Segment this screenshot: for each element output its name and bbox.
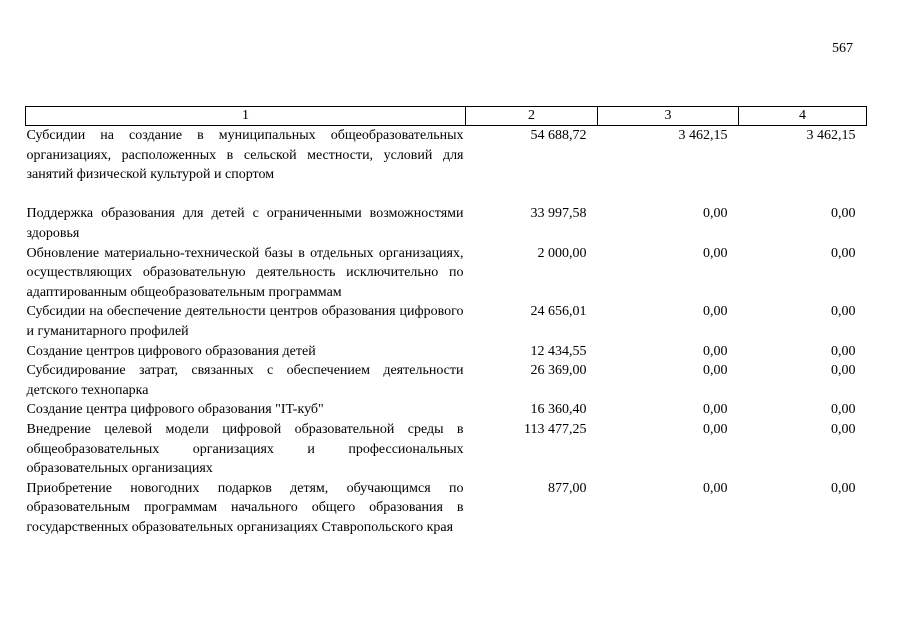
row-value-col4: 3 462,15 [806, 128, 856, 143]
row-value-col2: 2 000,00 [537, 245, 587, 261]
row-value-col2: 12 434,55 [530, 343, 587, 359]
row-name: Поддержка образования для детей с ограниченными возможностями здоровья [26, 206, 464, 241]
table-row [26, 479, 867, 538]
budget-table-container [25, 106, 866, 537]
row-value-col4: 0,00 [831, 343, 856, 359]
row-value-col2: 33 997,58 [530, 206, 587, 222]
row-name: Внедрение целевой модели цифровой образовательной среды в общеобразовательных организациях и профессиональных образовательных организациях [26, 421, 464, 477]
row-name: Субсидирование затрат, связанных с обеспечением деятельности детского технопарка [26, 363, 464, 398]
row-value-col4: 0,00 [831, 245, 856, 261]
row-value-col3: 3 462,15 [678, 128, 728, 143]
row-name: Субсидии на обеспечение деятельности центров образования цифрового и гуманитарного профилей [26, 304, 464, 339]
row-value-col2: 877,00 [548, 480, 587, 496]
column-header-2: 2 [466, 107, 598, 126]
row-value-col3: 0,00 [703, 421, 728, 437]
column-header-3: 3 [598, 107, 739, 126]
row-value-col3: 0,00 [703, 304, 728, 320]
row-value-col2: 24 656,01 [530, 304, 587, 320]
table-row [26, 204, 867, 243]
page-number: 567 [832, 41, 853, 56]
row-value-col4: 0,00 [831, 402, 856, 418]
row-value-col3: 0,00 [703, 480, 728, 496]
row-value-col3: 0,00 [703, 343, 728, 359]
row-value-col4: 0,00 [831, 421, 856, 437]
table-row [26, 126, 867, 205]
row-value-col4: 0,00 [831, 363, 856, 379]
table-header-row [26, 107, 867, 126]
row-value-col2: 26 369,00 [530, 363, 587, 379]
row-name: Обновление материально-технической базы в отдельных организациях, осуществляющих образовательную деятельность исключительно по адаптированным общеобразовательным программам [26, 245, 464, 300]
row-value-col2: 54 688,72 [530, 128, 587, 143]
column-header-1: 1 [26, 107, 466, 126]
row-value-col3: 0,00 [703, 206, 728, 222]
row-value-col2: 113 477,25 [524, 421, 587, 437]
row-value-col3: 0,00 [703, 245, 728, 261]
row-value-col4: 0,00 [831, 480, 856, 496]
row-value-col2: 16 360,40 [530, 402, 587, 418]
column-header-4: 4 [739, 107, 867, 126]
row-value-col3: 0,00 [703, 363, 728, 379]
table-row [26, 420, 867, 479]
row-name: Субсидии на создание в муниципальных общеобразовательных организациях, расположенных в сельской местности, условий для занятий физической культурой и спортом [26, 128, 464, 183]
row-value-col4: 0,00 [831, 304, 856, 320]
row-value-col3: 0,00 [703, 402, 728, 418]
row-name: Создание центра цифрового образования "IT-куб" [26, 402, 324, 418]
row-value-col4: 0,00 [831, 206, 856, 222]
table-row [26, 244, 867, 303]
row-name: Приобретение новогодних подарков детям, обучающимся по образовательным программам начального общего образования в государственных образовательных организациях Ставропольского края [26, 480, 464, 535]
row-name: Создание центров цифрового образования детей [26, 343, 316, 359]
table-row [26, 400, 867, 420]
table-row [26, 342, 867, 362]
budget-table [25, 106, 867, 537]
table-row [26, 361, 867, 400]
table-row [26, 302, 867, 341]
